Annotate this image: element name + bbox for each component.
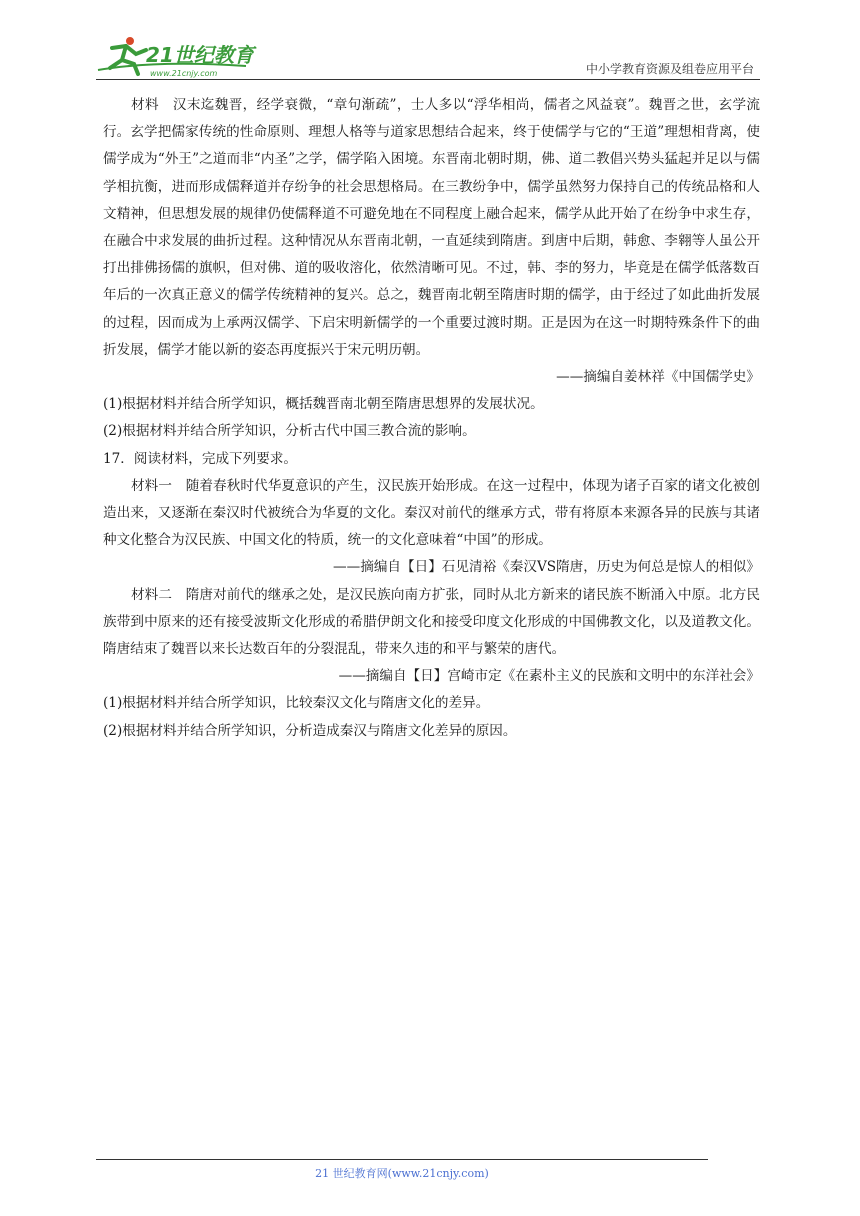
runner-logo-icon xyxy=(96,34,266,78)
material-17-2: 材料二 隋唐对前代的继承之处，是汉民族向南方扩张，同时从北方新来的诸民族不断涌入中原。北方民族带到中原来的还有接受波斯文化形成的希腊伊朗文化和接受印度文化形成的中国佛教文化，以及道教文化。隋唐结束了魏晋以来长达数百年的分裂混乱，带来久违的和平与繁荣的唐代。 xyxy=(103,586,760,658)
document-body xyxy=(103,92,760,745)
material-16: 材料 汉末迄魏晋，经学衰微，“章句渐疏”，士人多以“浮华相尚，儒者之风益衰”。魏晋之世，玄学流行。玄学把儒家传统的性命原则、理想人格等与道家思想结合起来，终于使儒学与它的“王道”理想相背离，使儒学成为“外王”之道而非“内圣”之学，儒学陷入困境。东晋南北朝时期，佛、道二教倡兴势头猛起并足以与儒学相抗衡，进而形成儒释道并存纷争的社会思想格局。在三教纷争中，儒学虽然努力保持自己的传统品格和人文精神，但思想发展的规律仍使儒释道不可避免地在不同程度上融合起来，儒学从此开始了在纷争中求生存，在融合中求发展的曲折过程。这种情况从东晋南北朝，一直延续到隋唐。到唐中后期，韩愈、李翱等人虽公开打出排佛扬儒的旗帜，但对佛、道的吸收溶化，依然清晰可见。不过，韩、李的努力，毕竟是在儒学低落数百年后的一次真正意义的儒学传统精神的复兴。总之，魏晋南北朝至隋唐时期的儒学，由于经过了如此曲折发展的过程，因而成为上承两汉儒学、下启宋明新儒学的一个重要过渡时期。正是因为在这一时期特殊条件下的曲折发展，儒学才能以新的姿态再度振兴于宋元明历朝。 xyxy=(103,97,760,358)
material-17-1: 材料一 随着春秋时代华夏意识的产生，汉民族开始形成。在这一过程中，体现为诸子百家的诸文化被创造出来，又逐渐在秦汉时代被统合为华夏的文化。秦汉对前代的继承方式，带有将原本来源各异的民族与其诸种文化整合为汉民族、中国文化的特质，统一的文化意味着“中国”的形成。 xyxy=(103,477,760,549)
logo-url: www.21cnjy.com xyxy=(150,69,218,78)
site-logo xyxy=(96,34,266,78)
page-header xyxy=(96,30,760,80)
source-17-1: ——摘编自【日】石见清裕《秦汉VS隋唐，历史为何总是惊人的相似》 xyxy=(333,559,760,576)
page-footer: 21 世纪教育网(www.21cnjy.com) xyxy=(315,1167,489,1180)
question-16-1: (1)根据材料并结合所学知识，概括魏晋南北朝至隋唐思想界的发展状况。 xyxy=(103,396,544,413)
logo-text: 21世纪教育 xyxy=(146,43,254,67)
header-divider xyxy=(96,79,760,80)
header-tagline: 中小学教育资源及组卷应用平台 xyxy=(585,62,754,76)
footer-divider xyxy=(96,1159,708,1160)
question-17-title: 17．阅读材料，完成下列要求。 xyxy=(103,450,298,467)
question-17-1: (1)根据材料并结合所学知识，比较秦汉文化与隋唐文化的差异。 xyxy=(103,695,490,712)
source-17-2: ——摘编自【日】宫崎市定《在素朴主义的民族和文明中的东洋社会》 xyxy=(338,668,760,685)
question-16-2: (2)根据材料并结合所学知识，分析古代中国三教合流的影响。 xyxy=(103,423,476,440)
source-16: ——摘编自姜林祥《中国儒学史》 xyxy=(556,369,760,386)
question-17-2: (2)根据材料并结合所学知识，分析造成秦汉与隋唐文化差异的原因。 xyxy=(103,722,517,739)
